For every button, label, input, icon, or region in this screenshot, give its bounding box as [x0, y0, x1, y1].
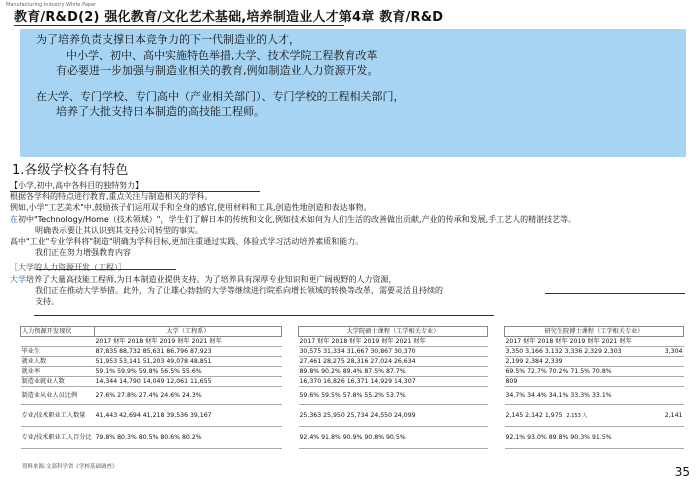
row-values: 809: [505, 377, 684, 387]
table-group-header: 研究生院博士课程（工学相关专业）: [505, 327, 684, 337]
body-line: 根据各学科的特点进行教育,重点关注与制造相关的学科。: [10, 192, 213, 202]
row-values: 41,443 42,694 41,218 39,536 39,167: [95, 405, 282, 427]
summary-line: 在大学、专门学校、专门高中（产业相关部门）、专门学校的工程相关部门，: [36, 89, 405, 103]
table-group-header: 大学（工程系）: [95, 327, 282, 337]
row-values: 27,461 28,275 28,316 27,024 26,634: [299, 357, 488, 367]
row-label: 制造业从业人员比例: [21, 387, 95, 405]
row-values: 2,199 2,384 2,339: [505, 357, 684, 367]
body-line: 支持。: [35, 297, 59, 307]
row-values: [505, 405, 658, 427]
summary-line: 有必要进一步加强与制造业相关的教育,例如制造业人力资源开发。: [56, 64, 379, 77]
highlight-word: 大学: [10, 274, 26, 284]
summary-line: 培养了大批支持日本制造的高技能工程师。: [56, 105, 265, 118]
table-row: [505, 387, 684, 405]
page-header-title: 教育/R&D(2) 强化教育/文化艺术基础,培养制造业人才第4章 教育/R&D: [14, 10, 444, 25]
row-values: 59.6% 59.5% 57.8% 55.2% 53.7%: [299, 387, 488, 405]
row-values: 51,953 53,141 51,203 49,078 48,851: [95, 357, 282, 367]
body-line: ［大学的人力资源开发（工程）］: [10, 263, 126, 273]
row-values: 69.5% 72.7% 70.2% 71.5% 70.8%: [505, 367, 684, 377]
row-values: 59.1% 59.9% 59.8% 56.5% 55.6%: [95, 367, 282, 377]
row-values: 25,363 25,950 25,734 24,550 24,099: [299, 405, 488, 427]
summary-box: [20, 29, 686, 157]
page-number: 35: [674, 465, 690, 479]
row-values: 27.6% 27.8% 27.4% 24.6% 24.3%: [95, 387, 282, 405]
row-label: 毕业生: [21, 347, 95, 357]
table-row: [21, 405, 282, 427]
underline-rule: [34, 315, 494, 316]
table-row: [21, 387, 282, 405]
table-row: [299, 387, 488, 405]
table-row: [21, 357, 282, 367]
table-masters: [298, 326, 488, 449]
summary-line: 为了培养负责支撑日本竞争力的下一代制造业的人才，: [36, 33, 300, 46]
table-row: [21, 367, 282, 377]
table-row: [299, 405, 488, 427]
row-extra-value: 2,141: [658, 405, 684, 427]
section-title: 1.各级学校各有特色: [12, 163, 129, 178]
table-row: [299, 347, 488, 357]
row-values: 3,350 3,166 3,132 3,336 2,329 2,303: [505, 347, 658, 357]
table-row: [299, 377, 488, 387]
row-values: 92.4% 91.8% 90.9% 90.8% 90.5%: [299, 427, 488, 449]
body-line-text: 初中"Technology/Home（技术领域）"，学生们了解日本的传统和文化,例如技术如何为人们生活的改善做出贡献,产业的传承和发展,手工艺人的精湛技艺等。: [18, 214, 577, 224]
table-header-label: 人力资源开发现状: [21, 327, 95, 337]
table-university: [20, 326, 282, 449]
row-small-value: 2,153 人: [566, 412, 588, 419]
table-row: [299, 427, 488, 449]
underline-rule: [36, 269, 176, 270]
row-label: 专业/技术职业工人百分比: [21, 427, 95, 449]
body-line: 例如,小学"工艺美术"中,鼓励孩子们运用双手和全身的感官,使用材料和工具,创造性地创造和表达事物。: [10, 203, 372, 213]
body-text: [10, 180, 690, 307]
body-line: [10, 274, 690, 285]
summary-line: 中小学、初中、高中实施特色举措,大学、技术学院工程教育改革: [66, 48, 378, 62]
body-line: 我们正在努力增强教育内容: [35, 248, 131, 258]
table-years-header: 2017 财年 2018 财年 2019 财年 2021 财年: [95, 337, 282, 347]
body-line: [10, 214, 690, 225]
source-note: 资料来源:文部科学省《学校基础调查》: [22, 464, 118, 470]
table-years-header: 2017 财年 2018 财年 2019 财年 2021 财年: [299, 337, 488, 347]
highlight-word: 在: [10, 214, 18, 224]
table-row: [299, 367, 488, 377]
row-label: 就业人数: [21, 357, 95, 367]
document-source-label: Manufacturing Industry White Paper: [6, 2, 97, 8]
row-values: 34.7% 34.4% 34.1% 33.3% 33.1%: [505, 387, 684, 405]
table-row: [505, 427, 684, 449]
row-label: 就业率: [21, 367, 95, 377]
row-label: 专业/技术职业工人数量: [21, 405, 95, 427]
table-row: [21, 347, 282, 357]
table-years-header: 2017 财年 2018 财年 2019 财年 2021 财年: [505, 337, 684, 347]
body-line-text: 培养了大量高技能工程师,为日本制造业提供支持。为了培养具有深厚专业知识和更广阔视野的人力资源，: [26, 274, 397, 284]
row-values: 16,370 16,826 16,371 14,929 14,307: [299, 377, 488, 387]
body-line-prefix: 高中: [10, 237, 26, 247]
table-row: [299, 357, 488, 367]
table-row: [505, 357, 684, 367]
table-row: [21, 427, 282, 449]
row-values-text: 2,145 2,142 1,975: [505, 411, 563, 419]
body-line-text: "工业"专业学科将"制造"明确为学科目标,更加注重通过实践、体验式学习活动培养素质和能力。: [26, 237, 364, 247]
row-values: 14,344 14,790 14,049 12,061 11,655: [95, 377, 282, 387]
table-row: [505, 377, 684, 387]
row-values: 87,835 88,732 85,631 86,796 87,923: [95, 347, 282, 357]
table-row: [21, 377, 282, 387]
row-label: 制造业就业人数: [21, 377, 95, 387]
table-doctoral: [504, 326, 684, 449]
body-line: 我们正在推动大学举措。此外，为了让雄心勃勃的大学等继续进行院系向增长领域的转换等改革，需要灵活且持续的: [35, 285, 443, 295]
underline-rule: [10, 191, 260, 192]
row-values: 79.8% 80.3% 80.5% 80.6% 80.2%: [95, 427, 282, 449]
table-group-header: 大学院硕士课程（工学相关专业）: [299, 327, 488, 337]
table-row: [505, 347, 684, 357]
row-values: 92.1% 93.0% 89.8% 90.3% 91.5%: [505, 427, 684, 449]
underline-rule: [545, 293, 685, 294]
table-row: [505, 367, 684, 377]
body-line: 【小学,初中,高中各科目的独特努力】: [10, 181, 144, 190]
row-values: 89.8% 90.2% 89.4% 87.5% 87.7%: [299, 367, 488, 377]
row-extra-value: 3,304: [658, 347, 684, 357]
body-line: 明确表示要让其认识到其支持公司转型的事实。: [35, 225, 203, 235]
header-underline: [14, 25, 344, 26]
table-row: [505, 405, 684, 427]
body-line: [10, 236, 690, 247]
row-values: 30,575 31,334 31,667 30,867 30,370: [299, 347, 488, 357]
